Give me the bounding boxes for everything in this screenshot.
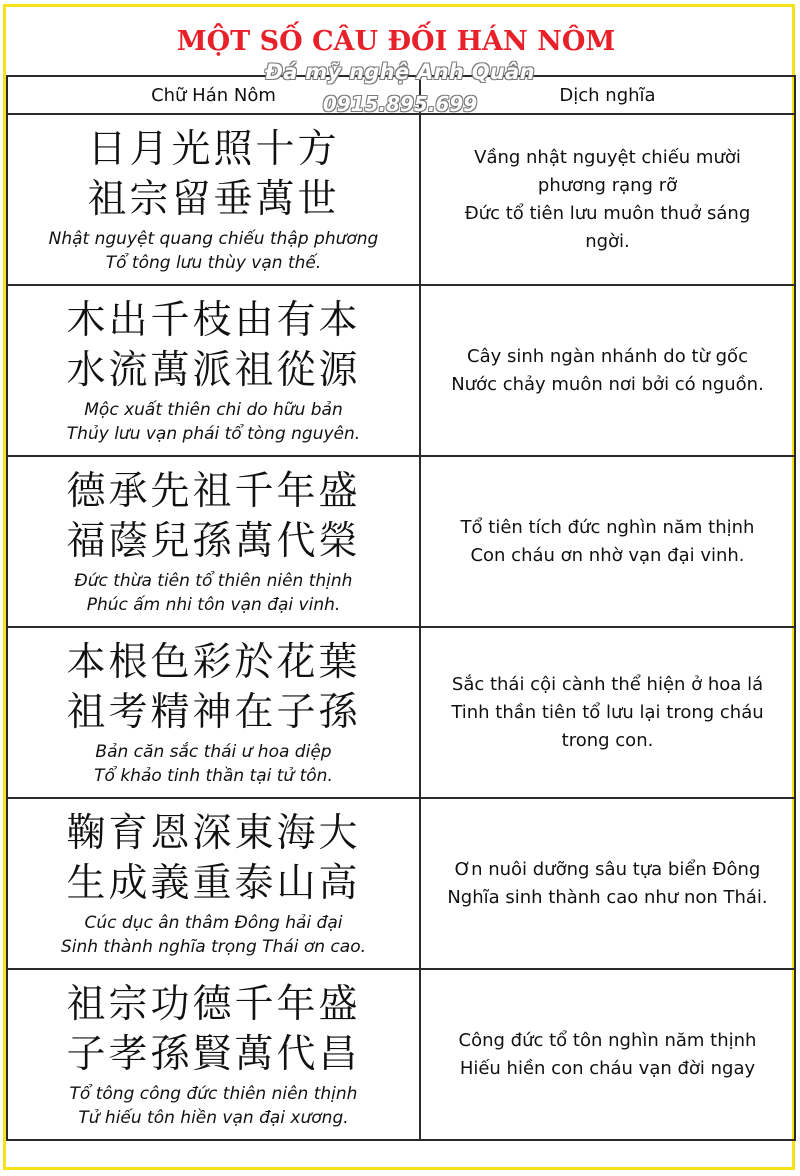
han-line-1: 德承先祖千年盛: [66, 468, 361, 514]
translation-text: Vầng nhật nguyệt chiếu mười phương rạng rỡ Đức tổ tiên lưu muôn thuở sáng ngời.: [464, 146, 751, 252]
translation-cell: [420, 114, 795, 285]
han-nom-cell: [7, 969, 420, 1140]
translation-text: Cây sinh ngàn nhánh do từ gốc Nước chảy muôn nơi bởi có nguồn.: [451, 345, 764, 395]
transliteration-line-2: Tổ khảo tinh thần tại tử tôn.: [94, 765, 333, 786]
table-row: [7, 798, 795, 969]
han-line-2: 祖考精神在子孫: [66, 689, 361, 735]
header-translation: Dịch nghĩa: [420, 76, 795, 114]
table-row: [7, 627, 795, 798]
watermark-shop-name: Đá mỹ nghệ Anh Quân: [265, 60, 535, 84]
han-line-1: 木出千枝由有本: [66, 297, 361, 343]
han-line-2: 福蔭兒孫萬代榮: [66, 518, 361, 564]
table-row: [7, 969, 795, 1140]
han-line-2: 子孝孫賢萬代昌: [66, 1031, 361, 1077]
transliteration-line-1: Nhật nguyệt quang chiếu thập phương: [48, 228, 379, 249]
translation-cell: [420, 969, 795, 1140]
han-line-2: 水流萬派祖從源: [66, 347, 361, 393]
translation-text: Tổ tiên tích đức nghìn năm thịnh Con cháu ơn nhờ vạn đại vinh.: [460, 516, 755, 566]
han-line-1: 日月光照十方: [87, 126, 340, 172]
translation-cell: [420, 627, 795, 798]
transliteration-line-2: Tử hiếu tôn hiền vạn đại xương.: [78, 1107, 349, 1128]
table-row: [7, 114, 795, 285]
han-line-1: 鞠育恩深東海大: [66, 810, 361, 856]
translation-cell: [420, 285, 795, 456]
han-line-2: 祖宗留垂萬世: [87, 176, 340, 222]
header-han-nom: Chữ Hán Nôm: [7, 76, 420, 114]
translation-cell: [420, 456, 795, 627]
transliteration-line-1: Đức thừa tiên tổ thiên niên thịnh: [74, 570, 353, 591]
han-line-2: 生成義重泰山高: [66, 860, 361, 906]
han-nom-cell: [7, 456, 420, 627]
transliteration-line-2: Tổ tông lưu thùy vạn thế.: [105, 252, 322, 273]
translation-text: Ơn nuôi dưỡng sâu tựa biển Đông Nghĩa sinh thành cao như non Thái.: [447, 858, 768, 908]
translation-text: Sắc thái cội cành thể hiện ở hoa lá Tinh thần tiên tổ lưu lại trong cháu trong con.: [451, 673, 764, 751]
watermark-phone: 0915.895.699: [322, 92, 478, 116]
translation-cell: [420, 798, 795, 969]
transliteration-line-1: Mộc xuất thiên chi do hữu bản: [84, 399, 343, 420]
transliteration-line-2: Phúc ấm nhi tôn vạn đại vinh.: [86, 594, 341, 615]
han-nom-cell: [7, 798, 420, 969]
transliteration-line-1: Cúc dục ân thâm Đông hải đại: [84, 912, 343, 933]
table-row: [7, 285, 795, 456]
transliteration-line-1: Tổ tông công đức thiên niên thịnh: [69, 1083, 358, 1104]
page-title: MỘT SỐ CÂU ĐỐI HÁN NÔM: [176, 26, 616, 57]
couplet-table: [6, 75, 796, 1141]
table-row: [7, 456, 795, 627]
han-nom-cell: [7, 285, 420, 456]
transliteration-line-1: Bản căn sắc thái ư hoa diệp: [95, 741, 332, 762]
translation-text: Công đức tổ tôn nghìn năm thịnh Hiếu hiền con cháu vạn đời ngay: [458, 1029, 757, 1079]
han-nom-cell: [7, 114, 420, 285]
han-nom-cell: [7, 627, 420, 798]
han-line-1: 祖宗功德千年盛: [66, 981, 361, 1027]
transliteration-line-2: Thủy lưu vạn phái tổ tòng nguyên.: [66, 423, 361, 444]
han-line-1: 本根色彩於花葉: [66, 639, 361, 685]
transliteration-line-2: Sinh thành nghĩa trọng Thái ơn cao.: [60, 936, 367, 957]
